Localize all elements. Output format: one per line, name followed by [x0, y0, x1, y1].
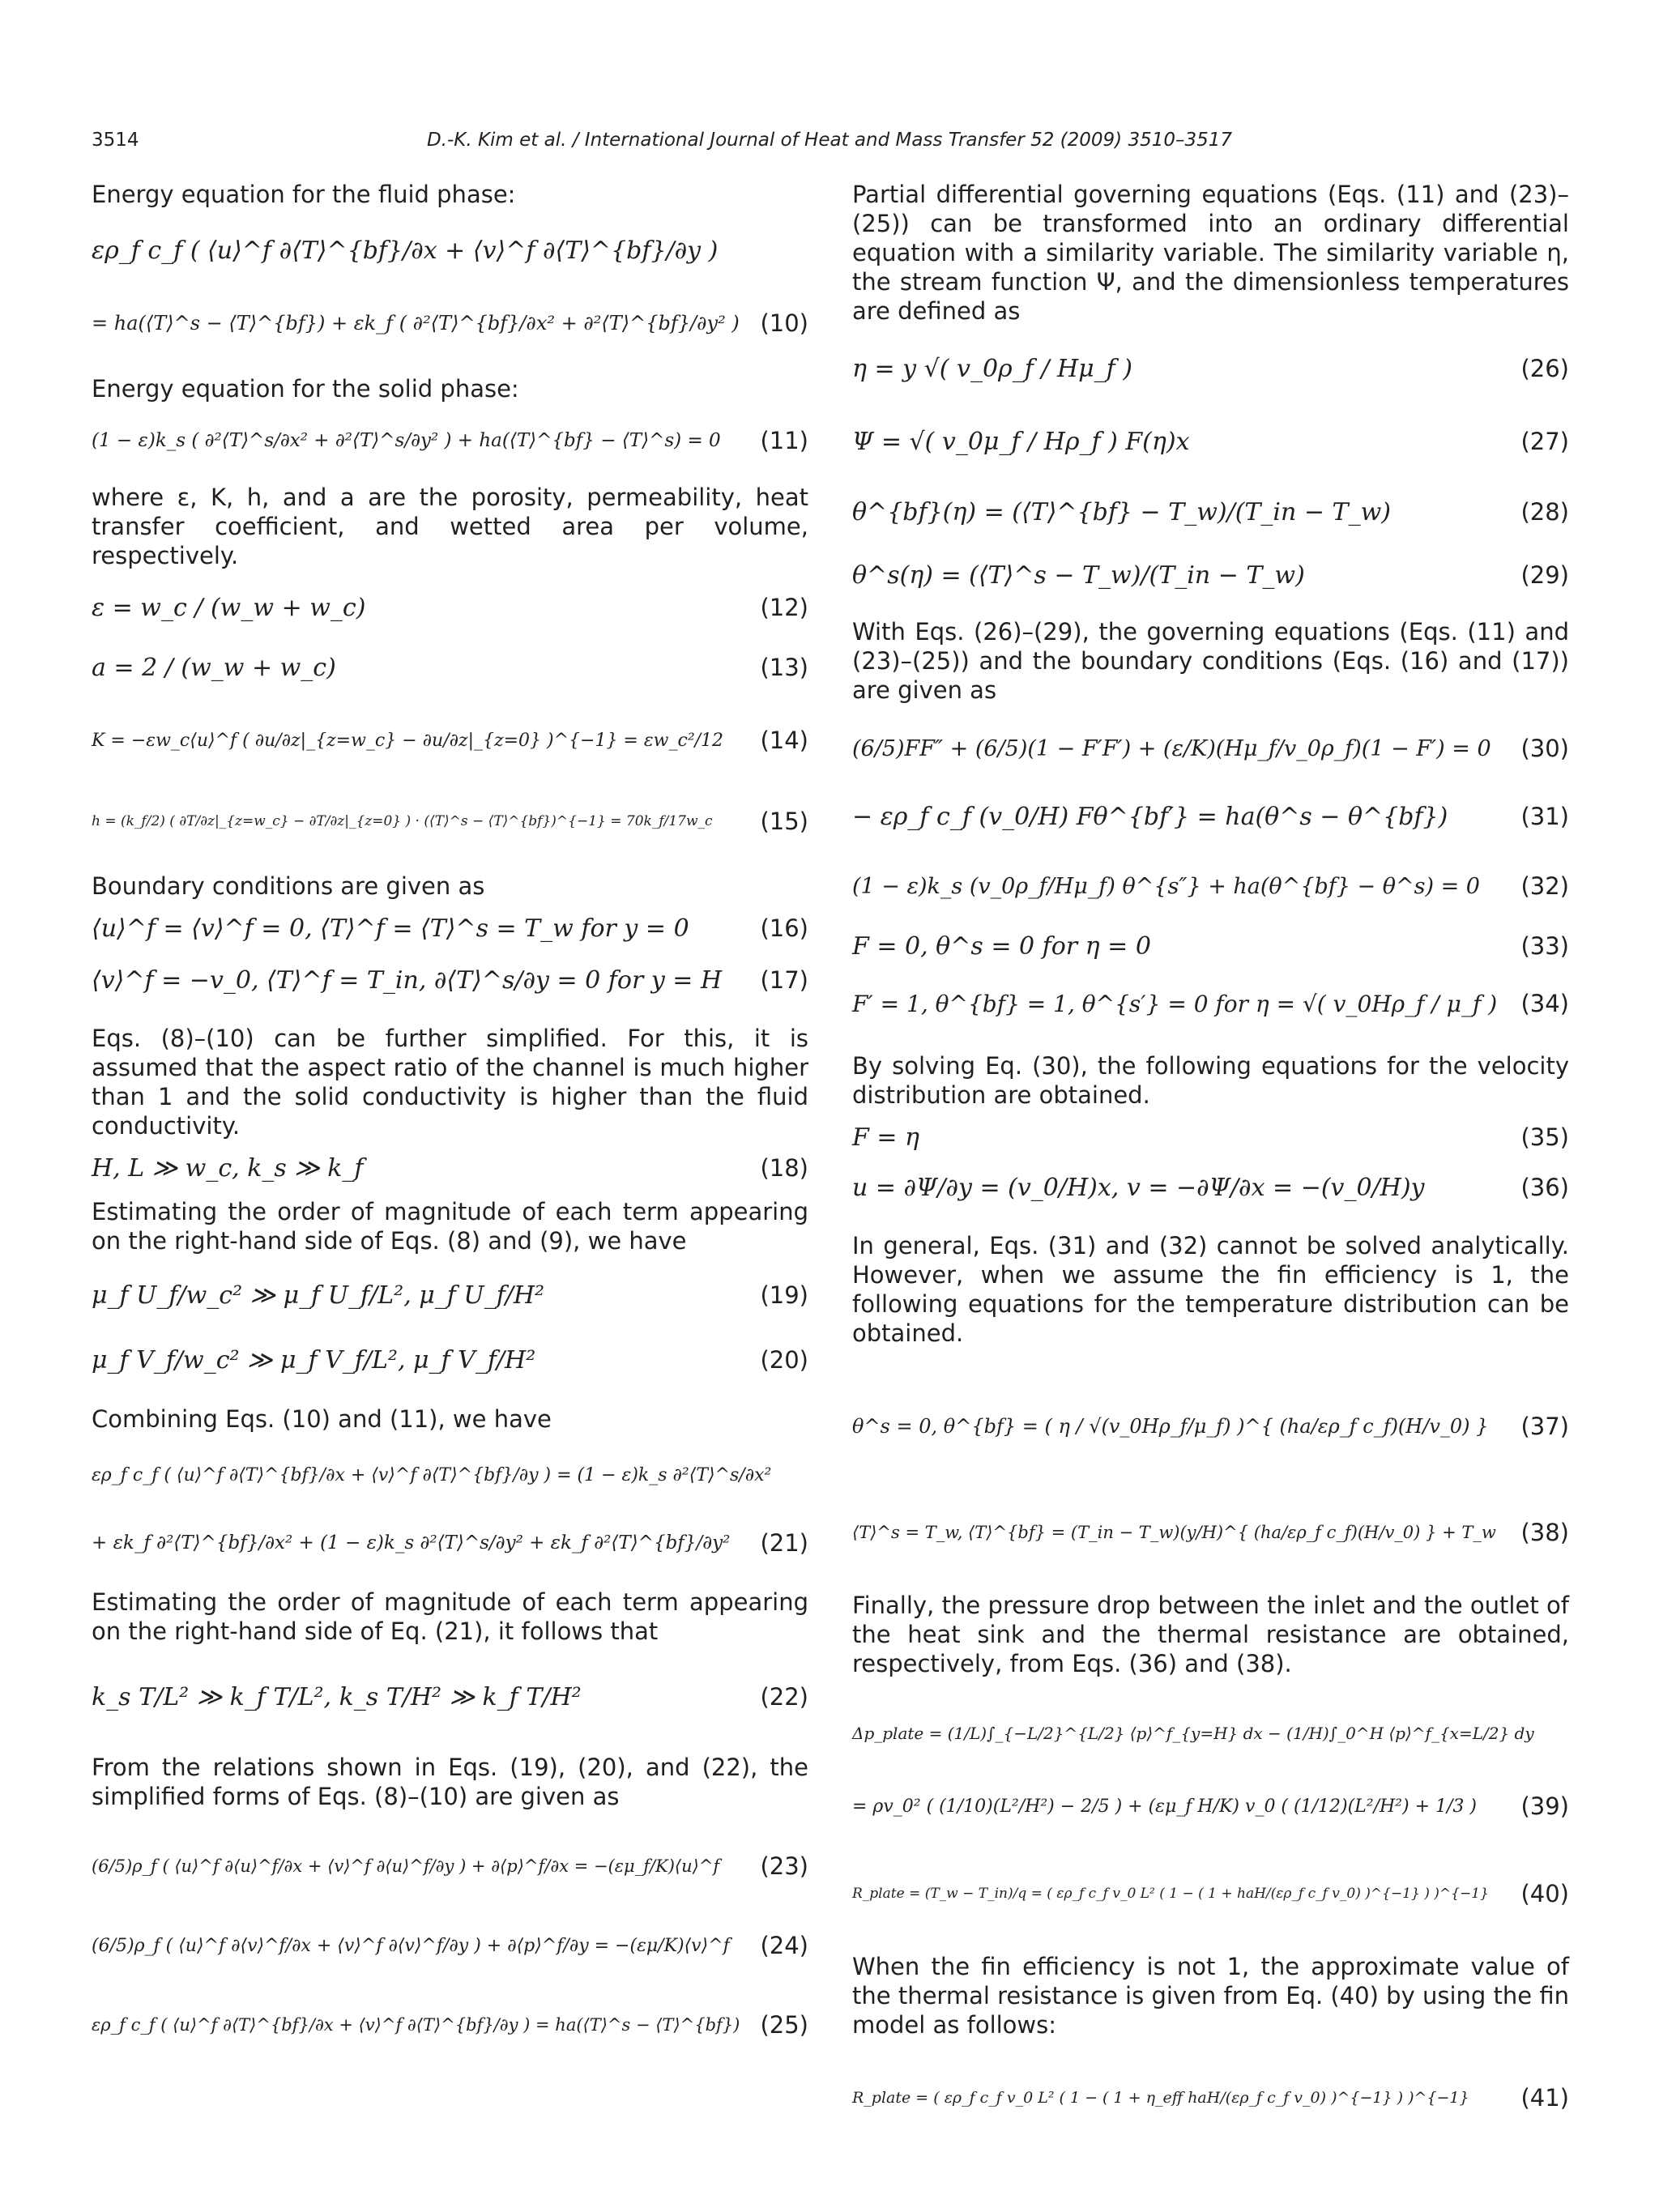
- equation: [92, 1150, 808, 1186]
- paragraph: Estimating the order of magnitude of each term appearing on the right-hand side of Eq. (21), it follows that: [92, 1588, 808, 1645]
- equation: [852, 483, 1569, 541]
- equation-number: (37): [1520, 1413, 1569, 1440]
- equation-body: (1 − ε)k_s (v_0ρ_f/Hμ_f) θ^{s″} + ha(θ^{bf} − θ^s) = 0: [852, 873, 1480, 899]
- equation-body: μ_f U_f/w_c² ≫ μ_f U_f/L², μ_f U_f/H²: [92, 1281, 545, 1310]
- equation-body: F′ = 1, θ^{bf} = 1, θ^{s′} = 0 for η = √( v_0Hρ_f / μ_f ): [852, 990, 1498, 1017]
- equation-body: ⟨u⟩^f = ⟨v⟩^f = 0, ⟨T⟩^f = ⟨T⟩^s = T_w for y = 0: [92, 914, 689, 943]
- equation-number: (18): [760, 1154, 808, 1182]
- equation-body: ⟨T⟩^s = T_w, ⟨T⟩^{bf} = (T_in − T_w)(y/H)^{ (ha/ερ_f c_f)(H/v_0) } + T_w: [852, 1523, 1496, 1542]
- left-column: [92, 180, 808, 2061]
- paragraph: Combining Eqs. (10) and (11), we have: [92, 1405, 552, 1433]
- equation-body: θ^s(η) = (⟨T⟩^s − T_w)/(T_in − T_w): [852, 560, 1305, 590]
- paragraph: In general, Eqs. (31) and (32) cannot be solved analytically. However, when we assume the fin efficiency is 1, the following equations for the temperature distribution can be obtained.: [852, 1232, 1569, 1347]
- equation-number: (17): [760, 966, 808, 994]
- equation-number: (29): [1520, 561, 1569, 589]
- equation: [92, 1265, 808, 1325]
- equation-body: Δp_plate = (1/L)∫_{−L/2}^{L/2} ⟨p⟩^f_{y=H} dx − (1/H)∫_0^H ⟨p⟩^f_{x=L/2} dy: [852, 1724, 1534, 1743]
- equation-number: (34): [1520, 990, 1569, 1017]
- equation-number: (39): [1520, 1792, 1569, 1820]
- equation-number: (38): [1520, 1519, 1569, 1546]
- equation-body: = ha(⟨T⟩^s − ⟨T⟩^{bf}) + εk_f ( ∂²⟨T⟩^{bf}/∂x² + ∂²⟨T⟩^{bf}/∂y² ): [92, 312, 740, 335]
- equation-number: (16): [760, 914, 808, 942]
- equation: [852, 546, 1569, 604]
- equation-number: (40): [1520, 1880, 1569, 1907]
- paragraph: Finally, the pressure drop between the inlet and the outlet of the heat sink and the thermal resistance are obtained, respectively, from Eqs. (36) and (38).: [852, 1592, 1569, 1677]
- equation-body: a = 2 / (w_w + w_c): [92, 653, 336, 682]
- equation-body: (1 − ε)k_s ( ∂²⟨T⟩^s/∂x² + ∂²⟨T⟩^s/∂y² ) + ha(⟨T⟩^{bf} − ⟨T⟩^s) = 0: [92, 430, 721, 451]
- equation: [852, 1119, 1569, 1155]
- paragraph: Energy equation for the fluid phase:: [92, 181, 516, 208]
- equation-body: F = η: [852, 1123, 919, 1152]
- equation: [92, 217, 808, 283]
- equation: [92, 1989, 808, 2061]
- equation-number: (33): [1520, 932, 1569, 960]
- equation-body: θ^{bf}(η) = (⟨T⟩^{bf} − T_w)/(T_in − T_w): [852, 497, 1391, 526]
- equation: [92, 705, 808, 776]
- equation: [852, 1699, 1569, 1767]
- paragraph: Estimating the order of magnitude of each term appearing on the right-hand side of Eqs. (8) and (9), we have: [92, 1198, 808, 1255]
- equation: [92, 786, 808, 857]
- equation-body: R_plate = (T_w − T_in)/q = ( ερ_f c_f v_0 L² ( 1 − ( 1 + haH/(ερ_f c_f v_0) )^{−1} ) )^{−1}: [852, 1886, 1489, 1902]
- equation-body: ⟨v⟩^f = −v_0, ⟨T⟩^f = T_in, ∂⟨T⟩^s/∂y = 0 for y = H: [92, 965, 723, 995]
- equation: [92, 1667, 808, 1727]
- equation-body: η = y √( v_0ρ_f / Hμ_f ): [852, 354, 1132, 383]
- equation-number: (26): [1520, 355, 1569, 382]
- equation: [852, 1492, 1569, 1573]
- equation-body: (6/5)ρ_f ( ⟨u⟩^f ∂⟨v⟩^f/∂x + ⟨v⟩^f ∂⟨v⟩^f/∂y ) + ∂⟨p⟩^f/∂y = −(εμ/K)⟨v⟩^f: [92, 1935, 730, 1956]
- equation-number: (14): [760, 727, 808, 754]
- equation: [92, 909, 808, 948]
- equation: [852, 716, 1569, 781]
- equation: [852, 972, 1569, 1035]
- equation-number: (27): [1520, 428, 1569, 455]
- equation-number: (28): [1520, 498, 1569, 526]
- equation: [92, 641, 808, 693]
- equation: [852, 1771, 1569, 1842]
- equation: [92, 582, 808, 633]
- paragraph: From the relations shown in Eqs. (19), (20), and (22), the simplified forms of Eqs. (8)–(10) are given as: [92, 1754, 808, 1810]
- equation: [852, 1853, 1569, 1934]
- paragraph: Boundary conditions are given as: [92, 872, 485, 900]
- equation-body: (6/5)FF″ + (6/5)(1 − F′F′) + (ε/K)(Hμ_f/v_0ρ_f)(1 − F′) = 0: [852, 735, 1491, 761]
- equation: [92, 1330, 808, 1390]
- paragraph: With Eqs. (26)–(29), the governing equations (Eqs. (11) and (23)–(25)) and the boundary conditions (Eqs. (16) and (17)) are given as: [852, 618, 1569, 704]
- equation-body: = ρv_0² ( (1/10)(L²/H²) − 2/5 ) + (εμ_f H/K) v_0 ( (1/12)(L²/H²) + 1/3 ): [852, 1796, 1477, 1817]
- equation-body: F = 0, θ^s = 0 for η = 0: [852, 931, 1151, 961]
- equation-body: H, L ≫ w_c, k_s ≫ k_f: [92, 1153, 364, 1183]
- equation-number: (19): [760, 1281, 808, 1309]
- equation-body: Ψ = √( v_0μ_f / Hρ_f ) F(η)x: [852, 427, 1190, 456]
- equation-number: (23): [760, 1852, 808, 1880]
- equation: [92, 953, 808, 1008]
- equation: [852, 852, 1569, 920]
- equation-number: (15): [760, 808, 808, 835]
- paragraph: where ε, K, h, and a are the porosity, permeability, heat transfer coefficient, and wetted area per volume, respectively.: [92, 484, 808, 569]
- equation-number: (35): [1520, 1123, 1569, 1151]
- paragraph: When the fin efficiency is not 1, the approximate value of the thermal resistance is given from Eq. (40) by using the fin model as follows:: [852, 1953, 1569, 2039]
- running-header: D.-K. Kim et al. / International Journal of Heat and Mass Transfer 52 (2009) 3510–3517: [426, 130, 1233, 151]
- equation-number: (21): [760, 1529, 808, 1557]
- equation: [852, 1158, 1569, 1217]
- equation: [92, 1910, 808, 1981]
- equation: [92, 411, 808, 470]
- equation: [92, 290, 808, 356]
- equation-number: (11): [760, 427, 808, 454]
- equation-number: (13): [760, 654, 808, 681]
- equation-number: (12): [760, 594, 808, 621]
- equation-number: (36): [1520, 1174, 1569, 1201]
- right-column: [852, 180, 1569, 2138]
- equation: [852, 927, 1569, 965]
- page-number: 3514: [92, 130, 139, 151]
- equation-body: k_s T/L² ≫ k_f T/L², k_s T/H² ≫ k_f T/H²: [92, 1682, 582, 1711]
- paragraph: By solving Eq. (30), the following equations for the velocity distribution are obtained.: [852, 1052, 1569, 1109]
- equation-body: − ερ_f c_f (v_0/H) Fθ^{bf′} = ha(θ^s − θ^{bf}): [852, 802, 1448, 831]
- equation-number: (31): [1520, 803, 1569, 830]
- equation: [852, 787, 1569, 846]
- equation-body: + εk_f ∂²⟨T⟩^{bf}/∂x² + (1 − ε)k_s ∂²⟨T⟩^s/∂y² + εk_f ∂²⟨T⟩^{bf}/∂y²: [92, 1532, 731, 1554]
- equation-body: u = ∂Ψ/∂y = (v_0/H)x, v = −∂Ψ/∂x = −(v_0/H)y: [852, 1173, 1425, 1202]
- equation: [852, 337, 1569, 400]
- equation: [92, 1513, 808, 1573]
- equation-number: (20): [760, 1346, 808, 1374]
- equation-body: h = (k_f/2) ( ∂T/∂z|_{z=w_c} − ∂T/∂z|_{z=0} ) · (⟨T⟩^s − ⟨T⟩^{bf})^{−1} = 70k_f/17w_c: [92, 813, 713, 829]
- equation-body: R_plate = ( ερ_f c_f v_0 L² ( 1 − ( 1 + η_eff haH/(ερ_f c_f v_0) )^{−1} ) )^{−1}: [852, 2089, 1469, 2107]
- equation: [852, 410, 1569, 473]
- paragraph: Eqs. (8)–(10) can be further simplified. For this, it is assumed that the aspect ratio of the channel is much higher than 1 and the solid conductivity is higher than the fluid conductivity.: [92, 1025, 808, 1140]
- equation-body: ερ_f c_f ( ⟨u⟩^f ∂⟨T⟩^{bf}/∂x + ⟨v⟩^f ∂⟨T⟩^{bf}/∂y ) = ha(⟨T⟩^s − ⟨T⟩^{bf}): [92, 2015, 740, 2035]
- equation-body: μ_f V_f/w_c² ≫ μ_f V_f/L², μ_f V_f/H²: [92, 1345, 536, 1375]
- equation: [852, 1366, 1569, 1487]
- equation-body: ε = w_c / (w_w + w_c): [92, 593, 366, 622]
- equation-body: (6/5)ρ_f ( ⟨u⟩^f ∂⟨u⟩^f/∂x + ⟨v⟩^f ∂⟨u⟩^f/∂y ) + ∂⟨p⟩^f/∂x = −(εμ_f/K)⟨u⟩^f: [92, 1856, 720, 1876]
- equation-number: (10): [760, 309, 808, 337]
- equation-number: (22): [760, 1683, 808, 1711]
- equation-body: ερ_f c_f ( ⟨u⟩^f ∂⟨T⟩^{bf}/∂x + ⟨v⟩^f ∂⟨T⟩^{bf}/∂y ) = (1 − ε)k_s ∂²⟨T⟩^s/∂x²: [92, 1464, 772, 1485]
- equation-body: K = −εw_c⟨u⟩^f ( ∂u/∂z|_{z=w_c} − ∂u/∂z|_{z=0} )^{−1} = εw_c²/12: [92, 730, 724, 751]
- equation-number: (25): [760, 2011, 808, 2039]
- equation: [852, 2057, 1569, 2138]
- equation-number: (24): [760, 1932, 808, 1959]
- paragraph: Energy equation for the solid phase:: [92, 375, 519, 403]
- equation: [92, 1442, 808, 1508]
- equation-number: (30): [1520, 735, 1569, 762]
- paragraph: Partial differential governing equations (Eqs. (11) and (23)–(25)) can be transformed into an ordinary differential equation with a similarity variable. The similarity variable η, the stream function Ψ, and the dimensionless temperatures are defined as: [852, 181, 1569, 325]
- equation-number: (41): [1520, 2084, 1569, 2112]
- equation-number: (32): [1520, 872, 1569, 900]
- equation-body: ερ_f c_f ( ⟨u⟩^f ∂⟨T⟩^{bf}/∂x + ⟨v⟩^f ∂⟨T⟩^{bf}/∂y ): [92, 236, 719, 265]
- equation: [92, 1831, 808, 1902]
- equation-body: θ^s = 0, θ^{bf} = ( η / √(v_0Hρ_f/μ_f) )^{ (ha/ερ_f c_f)(H/v_0) }: [852, 1415, 1489, 1438]
